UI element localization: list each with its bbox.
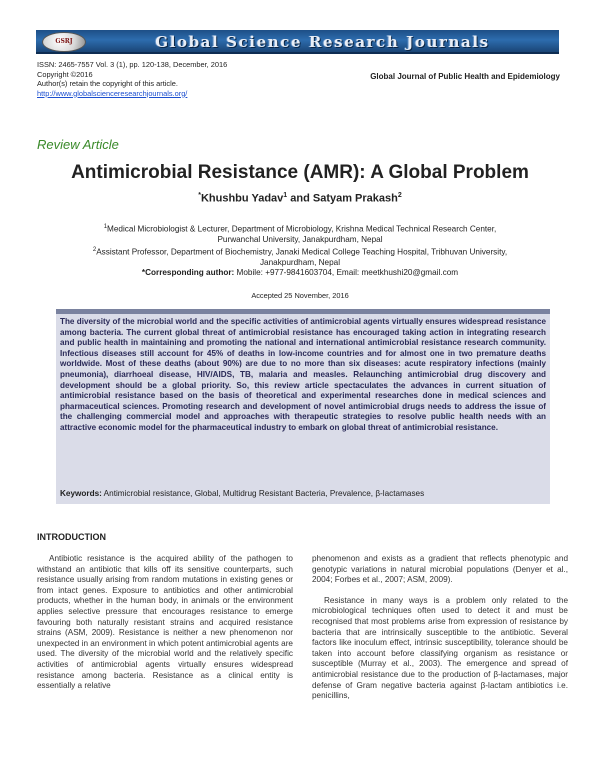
abstract-text: The diversity of the microbial world and the specific activities of antimicrobial agents virtually ensures widespread resistance among bacteria. The current global threat of antimicrobial resistance has encouraged taking action in integrating research and public health in maintaining and promoting the national and international antimicrobial resistance research community. Infectious diseases still account for 45% of deaths in low-income countries and for almost one in two premature deaths worldwide. Most of these deaths (about 90%) are due to no more than six diseases: acute respiratory infections (mainly pneumonia), diarrhoeal disease, HIV/AIDS, TB, malaria and measles. Relaunching antimicrobial drug discovery and development should be a global priority. So, this review article spectaculates the advances in current situation of antimicrobial resistance based on the basis of theoretical and experimental researches done in medical sciences and pharmaceutical sciences. Promoting research and development of novel antimicrobial drugs needs to address the issue of the challenging commercial model and approaches with therapeutic strategies to resolve public health needs with an attractive economic model for the pharmaceutical industry to embark on global threat of antimicrobial resistance. — [60, 317, 546, 432]
intro-paragraph-2: Resistance in many ways is a problem only related to the microbiological techniques often used to detect it and must be recognised that most problems arise from expression of resistance by bacteria that are intrinsically susceptible to the antibiotic. Several factors like inoculum effect, intrinsic susceptibility, tolerance should be taken into account before classifying organism as resistance or susceptible (Murray et al., 2003). The emergence and spread of antimicrobial resistance due to the production of β-lactamases, major defense of Gram negative bacteria against β-lactam antibiotics i.e. penicillins, — [312, 595, 568, 701]
article-type: Review Article — [37, 137, 119, 152]
journal-url-link[interactable]: http://www.globalscienceresearchjournals.org/ — [37, 88, 188, 98]
journal-banner — [36, 30, 559, 54]
author-join: and — [287, 192, 313, 205]
journal-logo: GSRJ — [42, 32, 86, 52]
affil-1-line-1: Medical Microbiologist & Lecturer, Department of Microbiology, Krishna Medical Technical Research Center, — [107, 224, 497, 234]
author-1: Khushbu Yadav — [200, 192, 284, 205]
author-1-affil: 1 — [283, 192, 288, 199]
author-2: Satyam Prakash — [312, 192, 398, 205]
affil-1-marker: 1 — [103, 224, 108, 230]
author-2-affil: 2 — [397, 192, 402, 199]
keywords — [60, 489, 550, 498]
abstract-box — [56, 309, 550, 504]
affil-2-line-2: Janakpurdham, Nepal — [259, 258, 341, 268]
banner-title: Global Science Research Journals — [155, 33, 490, 51]
body-column-left — [37, 554, 293, 702]
affil-1-line-2: Purwanchal University, Janakpurdham, Nepal — [217, 235, 383, 245]
affil-2-marker: 2 — [92, 247, 97, 253]
intro-paragraph-1-cont: phenomenon and exists as a gradient that reflects phenotypic and genotypic variations in natural microbial populations (Denyer et al., 2004; Forbes et al., 2007; ASM, 2009). — [312, 554, 568, 585]
intro-paragraph-1: Antibiotic resistance is the acquired ability of the pathogen to withstand an antibiotic that kills off its sensitive counterparts, such resistance usually arising from random mutations in existing genes or from intact genes. Exposure to antibiotics and other antimicrobial products, whether in the human body, in animals or the environment applies selective pressure that encourages resistance to emerge favouring both naturally resistant strains and acquired resistance strains (ASM, 2009). Resistance is neither a new phenomenon nor unexpected in an environment in which potent antimicrobial agents are used. The diversity of the microbial world and the relatively specific activities of antimicrobial agents virtually ensures widespread resistance among bacteria. Resistance as a clinical entity is essentially a relative — [37, 554, 293, 691]
corresponding-marker: * — [198, 192, 201, 199]
issn-line: ISSN: 2465-7557 Vol. 3 (1), pp. 120-138, December, 2016 — [37, 60, 228, 69]
affil-2-line-1: Assistant Professor, Department of Biochemistry, Janaki Medical College Teaching Hospital, Tribhuvan University, — [96, 247, 508, 257]
author-line — [0, 192, 600, 205]
corresponding-author — [0, 268, 600, 277]
corr-label: *Corresponding author: — [141, 268, 235, 277]
article-title: Antimicrobial Resistance (AMR): A Global Problem — [71, 162, 529, 183]
body-column-right — [312, 554, 568, 712]
publication-meta — [37, 60, 227, 98]
journal-name: Global Journal of Public Health and Epidemiology — [370, 72, 560, 81]
affiliation-1 — [60, 222, 540, 246]
keywords-label: Keywords: — [60, 489, 102, 498]
rights-line: Author(s) retain the copyright of this article. — [37, 79, 178, 88]
corr-contact: Mobile: +977-9841603704, Email: meetkhushi20@gmail.com — [234, 268, 459, 277]
copyright-line: Copyright ©2016 — [37, 69, 93, 79]
introduction-heading: INTRODUCTION — [37, 532, 106, 542]
accepted-date: Accepted 25 November, 2016 — [251, 291, 349, 300]
abstract-top-rule — [56, 309, 550, 314]
affiliation-2 — [60, 245, 540, 269]
keywords-list: Antimicrobial resistance, Global, Multidrug Resistant Bacteria, Prevalence, β-lactamases — [101, 489, 425, 498]
